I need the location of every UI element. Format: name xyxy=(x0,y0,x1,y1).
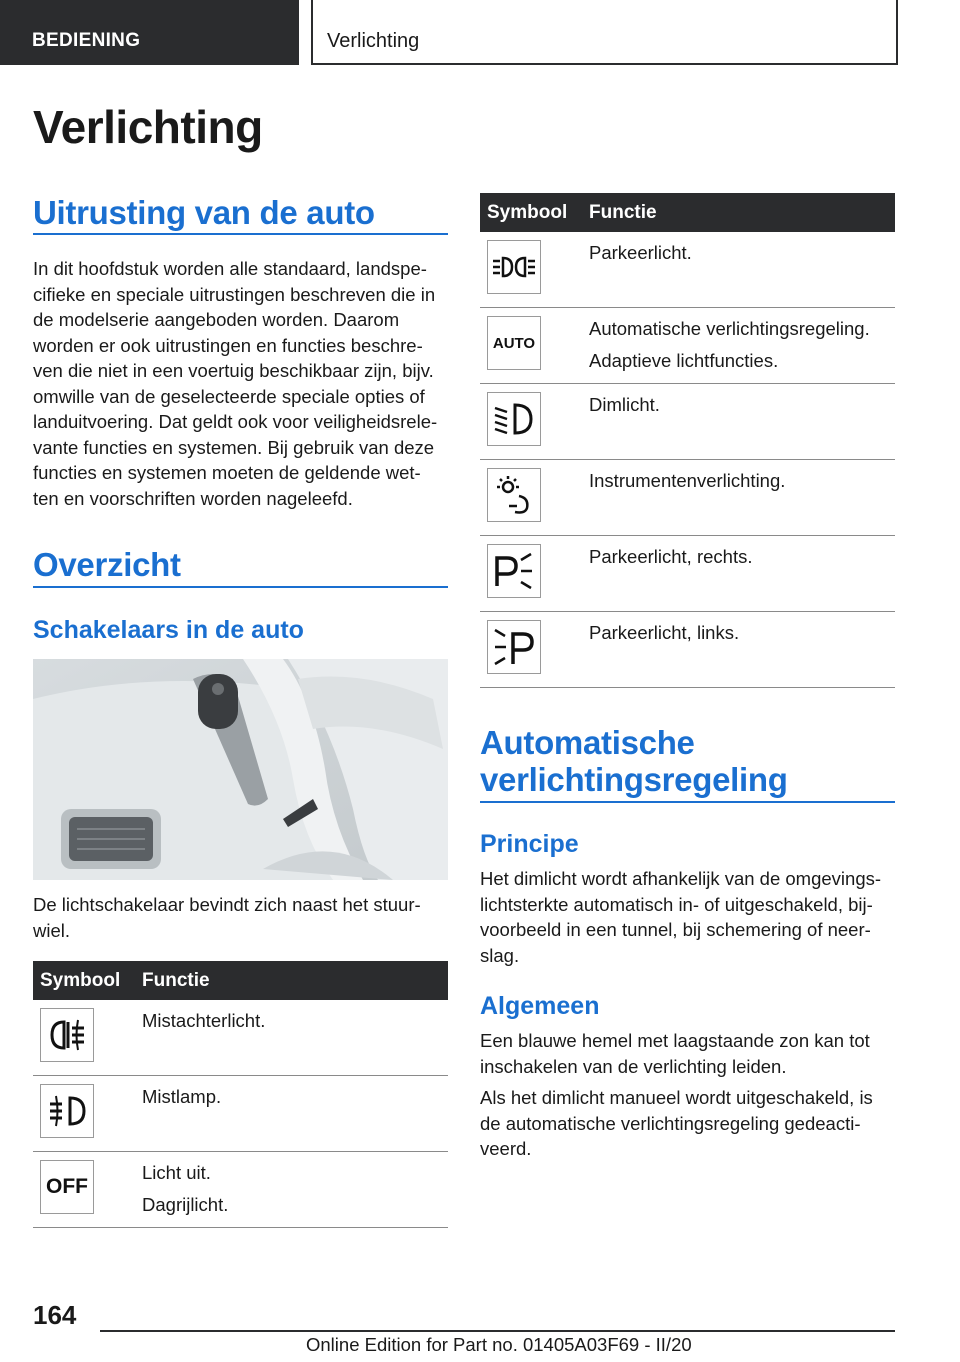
table-header xyxy=(33,961,448,1000)
auto-lighting-heading-line1: Automatische xyxy=(480,724,695,761)
general-text-1: Een blauwe hemel met laagstaande zon kan tot inschakelen van de verlichting leiden. xyxy=(480,1030,870,1077)
function-text: Licht uit. xyxy=(142,1162,211,1183)
table-header xyxy=(480,193,895,232)
equipment-rule xyxy=(33,233,448,235)
overview-rule xyxy=(33,586,448,588)
function-text: Dagrijlicht. xyxy=(142,1194,229,1215)
fog-lamp-icon xyxy=(40,1084,94,1138)
rear-fog-light-icon xyxy=(40,1008,94,1062)
function-text: Parkeerlicht, links. xyxy=(589,622,740,643)
parking-light-left-icon xyxy=(487,620,541,674)
function-text: Instrumentenverlichting. xyxy=(589,470,786,491)
col-symbol: Symbool xyxy=(40,970,121,991)
equipment-text: In dit hoofdstuk worden alle standaard, landspe- cifieke en speciale uitrustingen beschreven die in de modelserie aangeboden worden. Daarom worden er ook uitrustingen en functies beschre- ven die niet in een voertuig beschikbaar zijn, bijv. omwille van de geselecteerde speciale opties of landuitvoering. Dat geldt ook voor veiligheidsrele- vante functies en systemen. Bij gebruik van deze functies en systemen moeten de geldende wet- ten en voorschriften worden nageleefd. xyxy=(33,258,438,509)
function-text: Mistlamp. xyxy=(142,1086,222,1107)
auto-lighting-heading-line2: verlichtingsregeling xyxy=(480,761,788,798)
col-symbol: Symbool xyxy=(487,202,568,223)
switch-caption: De lichtschakelaar bevindt zich naast het stuur- wiel. xyxy=(33,894,421,941)
general-text-2: Als het dimlicht manueel wordt uitgeschakeld, is de automatische verlichtingsregeling gedeacti- veerd. xyxy=(480,1087,873,1159)
function-text: Automatische verlichtingsregeling. xyxy=(589,318,870,339)
function-text: Dimlicht. xyxy=(589,394,660,415)
principle-text: Het dimlicht wordt afhankelijk van de omgevings- lichtsterkte automatisch in- of uitgeschakeld, bij- voorbeeld in een tunnel, bij schemering of neer- slag. xyxy=(480,868,882,966)
table-row xyxy=(480,612,895,688)
auto-lighting-rule xyxy=(480,801,895,803)
table-row xyxy=(33,1152,448,1228)
table-row xyxy=(480,384,895,460)
function-text: Parkeerlicht. xyxy=(589,242,692,263)
footer-edition: Online Edition for Part no. 01405A03F69 - II/20 xyxy=(306,1334,692,1355)
switches-heading: Schakelaars in de auto xyxy=(33,616,304,644)
footer-rule xyxy=(100,1330,895,1332)
off-icon xyxy=(40,1160,94,1214)
col-function: Functie xyxy=(589,202,657,223)
header-chapter-tab xyxy=(311,0,898,65)
table-row xyxy=(480,536,895,612)
light-switch-photo xyxy=(33,659,448,880)
auto-lighting-heading xyxy=(480,724,788,798)
auto-icon xyxy=(487,316,541,370)
overview-heading: Overzicht xyxy=(33,546,181,583)
parking-light-right-icon xyxy=(487,544,541,598)
general-heading: Algemeen xyxy=(480,992,600,1020)
table-row xyxy=(480,308,895,384)
table-row xyxy=(480,460,895,536)
page-title: Verlichting xyxy=(33,101,263,153)
table-row xyxy=(33,1076,448,1152)
table-row xyxy=(480,232,895,308)
function-text: Parkeerlicht, rechts. xyxy=(589,546,753,567)
function-text: Adaptieve lichtfuncties. xyxy=(589,350,779,371)
header-section-tab xyxy=(0,0,299,65)
page-number: 164 xyxy=(33,1300,77,1330)
principle-heading: Principe xyxy=(480,830,579,858)
symbols-table-left xyxy=(33,961,448,1228)
equipment-heading: Uitrusting van de auto xyxy=(33,194,375,231)
parking-light-icon xyxy=(487,240,541,294)
low-beam-icon xyxy=(487,392,541,446)
header-chapter-label: Verlichting xyxy=(327,30,420,52)
function-text: Mistachterlicht. xyxy=(142,1010,266,1031)
symbols-table-right xyxy=(480,193,895,688)
header-section-label: BEDIENING xyxy=(32,30,141,51)
off-icon-text: OFF xyxy=(46,1175,88,1198)
instrument-lighting-icon xyxy=(487,468,541,522)
table-row xyxy=(33,1000,448,1076)
auto-icon-text: AUTO xyxy=(492,334,536,352)
col-function: Functie xyxy=(142,970,210,991)
